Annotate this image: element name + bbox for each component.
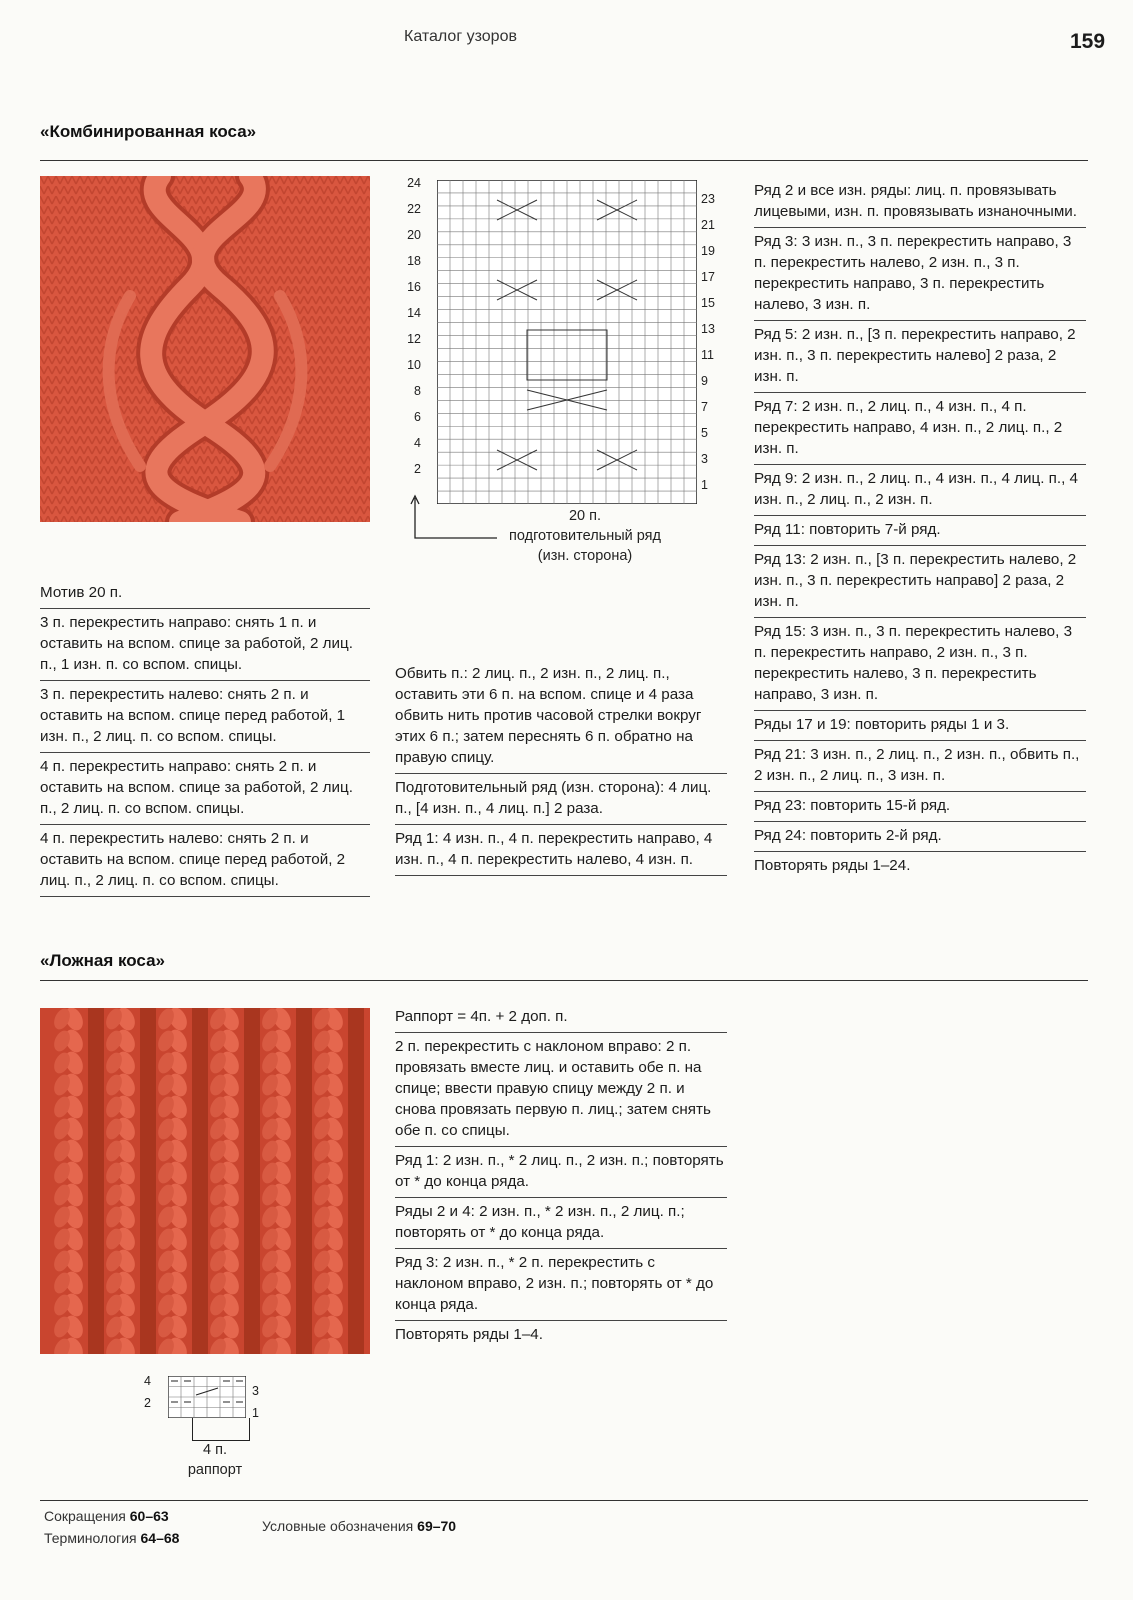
chart-row-number: 15	[701, 296, 715, 310]
term-pages: 64–68	[140, 1530, 180, 1546]
chart-row-number: 7	[701, 400, 708, 414]
chart-row-number: 18	[407, 254, 421, 268]
footer-rule	[40, 1500, 1088, 1501]
chart-combined-cable	[395, 176, 725, 576]
chart-row-number: 8	[414, 384, 421, 398]
row5-text: Ряд 5: 2 изн. п., [3 п. перекрестить направо, 2 изн. п., 3 п. перекрестить налево] 2 раза, 2 изн. п.	[754, 321, 1086, 393]
chart-row-number: 12	[407, 332, 421, 346]
section1-left-column	[40, 582, 370, 897]
wrap-stitches-text: Обвить п.: 2 лиц. п., 2 изн. п., 2 лиц. п., оставить эти 6 п. на вспом. спице и 4 раза обвить нить против часовой стрелки вокруг этих 6 п.; затем переснять 6 п. обратно на правую спицу.	[395, 663, 727, 774]
cross-2-right-text: 2 п. перекрестить с наклоном вправо: 2 п. провязать вместе лиц. и оставить обе п. на спице; ввести правую спицу между 2 п. и снова провязать первую п. лиц.; затем снять обе п. со спицы.	[395, 1033, 727, 1147]
small-chart-repeat-label: раппорт	[187, 1462, 243, 1478]
section1-rule	[40, 160, 1088, 161]
motif-text: Мотив 20 п.	[40, 582, 370, 609]
s2-rows2-4-text: Ряды 2 и 4: 2 изн. п., * 2 изн. п., 2 лиц. п.; повторять от * до конца ряда.	[395, 1198, 727, 1249]
chart-prep-row-label: подготовительный ряд	[509, 528, 661, 544]
s2-row1-text: Ряд 1: 2 изн. п., * 2 лиц. п., 2 изн. п.; повторять от * до конца ряда.	[395, 1147, 727, 1198]
repeat-bracket	[192, 1418, 250, 1441]
chart-row-number: 13	[701, 322, 715, 336]
row2-text: Ряд 2 и все изн. ряды: лиц. п. провязывать лицевыми, изн. п. провязывать изнаночными.	[754, 180, 1086, 228]
prep-row-pointer	[409, 494, 499, 544]
chart-row-number: 16	[407, 280, 421, 294]
abbr-pages: 60–63	[129, 1508, 169, 1524]
cross-3-left-text: 3 п. перекрестить налево: снять 2 п. и оставить на вспом. спице перед работой, 1 изн. п., 2 лиц. п. со вспом. спицы.	[40, 681, 370, 753]
chart-row-number: 11	[701, 348, 714, 362]
cross-3-right-text: 3 п. перекрестить направо: снять 1 п. и оставить на вспом. спице за работой, 2 лиц. п., 1 изн. п. со вспом. спицы.	[40, 609, 370, 681]
small-chart-width-label: 4 п.	[203, 1442, 227, 1458]
chart-row-number: 17	[701, 270, 715, 284]
section1-right-column	[754, 180, 1086, 881]
row24-text: Ряд 24: повторить 2-й ряд.	[754, 822, 1086, 852]
section2-title: «Ложная коса»	[40, 951, 165, 970]
chart-row-number: 24	[407, 176, 421, 190]
chart-row-number: 2	[414, 462, 421, 476]
chart-row-number: 14	[407, 306, 421, 320]
s2-repeat-text: Повторять ряды 1–4.	[395, 1326, 543, 1343]
row15-text: Ряд 15: 3 изн. п., 3 п. перекрестить налево, 3 п. перекрестить направо, 2 изн. п., 3 п. перекрестить налево, 3 п. перекрестить направо, 3 изн. п.	[754, 618, 1086, 711]
term-label: Терминология	[44, 1530, 137, 1546]
small-chart-row4: 4	[144, 1374, 151, 1388]
chart-row-number: 9	[701, 374, 708, 388]
chart-row-number: 4	[414, 436, 421, 450]
row7-text: Ряд 7: 2 изн. п., 2 лиц. п., 4 изн. п., 4 п. перекрестить направо, 4 изн. п., 2 лиц. п., 2 изн. п.	[754, 393, 1086, 465]
section1-title: «Комбинированная коса»	[40, 122, 257, 141]
s2-row3-text: Ряд 3: 2 изн. п., * 2 п. перекрестить с наклоном вправо, 2 изн. п.; повторять от * до конца ряда.	[395, 1249, 727, 1321]
row1-text: Ряд 1: 4 изн. п., 4 п. перекрестить направо, 4 изн. п., 4 п. перекрестить налево, 4 изн. п.	[395, 825, 727, 876]
repeat-formula-text: Раппорт = 4п. + 2 доп. п.	[395, 1006, 727, 1033]
section2-rule	[40, 980, 1088, 981]
chart-row-number: 1	[701, 478, 708, 492]
cross-4-left-text: 4 п. перекрестить налево: снять 2 п. и оставить на вспом. спице перед работой, 2 лиц. п., 2 лиц. п. со вспом. спицы.	[40, 825, 370, 897]
row13-text: Ряд 13: 2 изн. п., [3 п. перекрестить налево, 2 изн. п., 3 п. перекрестить направо] 2 раза, 2 изн. п.	[754, 546, 1086, 618]
running-title: Каталог узоров	[404, 28, 517, 45]
small-chart-row2: 2	[144, 1396, 151, 1410]
symbols-label: Условные обозначения	[262, 1518, 414, 1534]
row9-text: Ряд 9: 2 изн. п., 2 лиц. п., 4 изн. п., 4 лиц. п., 4 изн. п., 2 лиц. п., 2 изн. п.	[754, 465, 1086, 516]
chart-row-number: 22	[407, 202, 421, 216]
chart-row-number: 3	[701, 452, 708, 466]
chart-row-number: 10	[407, 358, 421, 372]
knit-photo-mock-cable	[40, 1008, 370, 1354]
chart-row-number: 20	[407, 228, 421, 242]
chart-width-label: 20 п.	[568, 508, 602, 524]
chart-small-grid	[168, 1376, 246, 1418]
rows17-19-text: Ряды 17 и 19: повторить ряды 1 и 3.	[754, 711, 1086, 741]
chart-grid	[437, 180, 697, 504]
abbr-label: Сокращения	[44, 1508, 126, 1524]
section2-mid-column	[395, 1006, 727, 1350]
small-chart-row3: 3	[252, 1384, 259, 1398]
chart-row-number: 23	[701, 192, 715, 206]
page-number: 159	[1070, 30, 1106, 53]
row23-text: Ряд 23: повторить 15-й ряд.	[754, 792, 1086, 822]
chart-row-number: 19	[701, 244, 715, 258]
knit-photo-combined-cable	[40, 176, 370, 522]
prep-row-text: Подготовительный ряд (изн. сторона): 4 лиц. п., [4 изн. п., 4 лиц. п.] 2 раза.	[395, 774, 727, 825]
section1-mid-column	[395, 663, 727, 876]
row11-text: Ряд 11: повторить 7-й ряд.	[754, 516, 1086, 546]
small-chart-row1: 1	[252, 1406, 259, 1420]
footer-abbreviations[interactable]	[44, 1508, 169, 1524]
chart-mock-cable	[140, 1376, 280, 1486]
chart-row-number: 6	[414, 410, 421, 424]
chart-prep-row-side: (изн. сторона)	[537, 548, 633, 564]
row3-text: Ряд 3: 3 изн. п., 3 п. перекрестить направо, 3 п. перекрестить налево, 2 изн. п., 3 п. перекрестить направо, 3 п. перекрестить налево, 3 изн. п.	[754, 228, 1086, 321]
row21-text: Ряд 21: 3 изн. п., 2 лиц. п., 2 изн. п., обвить п., 2 изн. п., 2 лиц. п., 3 изн. п.	[754, 741, 1086, 792]
repeat-rows-text: Повторять ряды 1–24.	[754, 857, 911, 874]
chart-row-number: 5	[701, 426, 708, 440]
footer-terminology[interactable]	[44, 1530, 179, 1546]
footer-symbols[interactable]	[262, 1518, 456, 1534]
chart-row-number: 21	[701, 218, 715, 232]
symbols-pages: 69–70	[417, 1518, 457, 1534]
cross-4-right-text: 4 п. перекрестить направо: снять 2 п. и оставить на вспом. спице за работой, 2 лиц. п., 2 лиц. п. со вспом. спицы.	[40, 753, 370, 825]
